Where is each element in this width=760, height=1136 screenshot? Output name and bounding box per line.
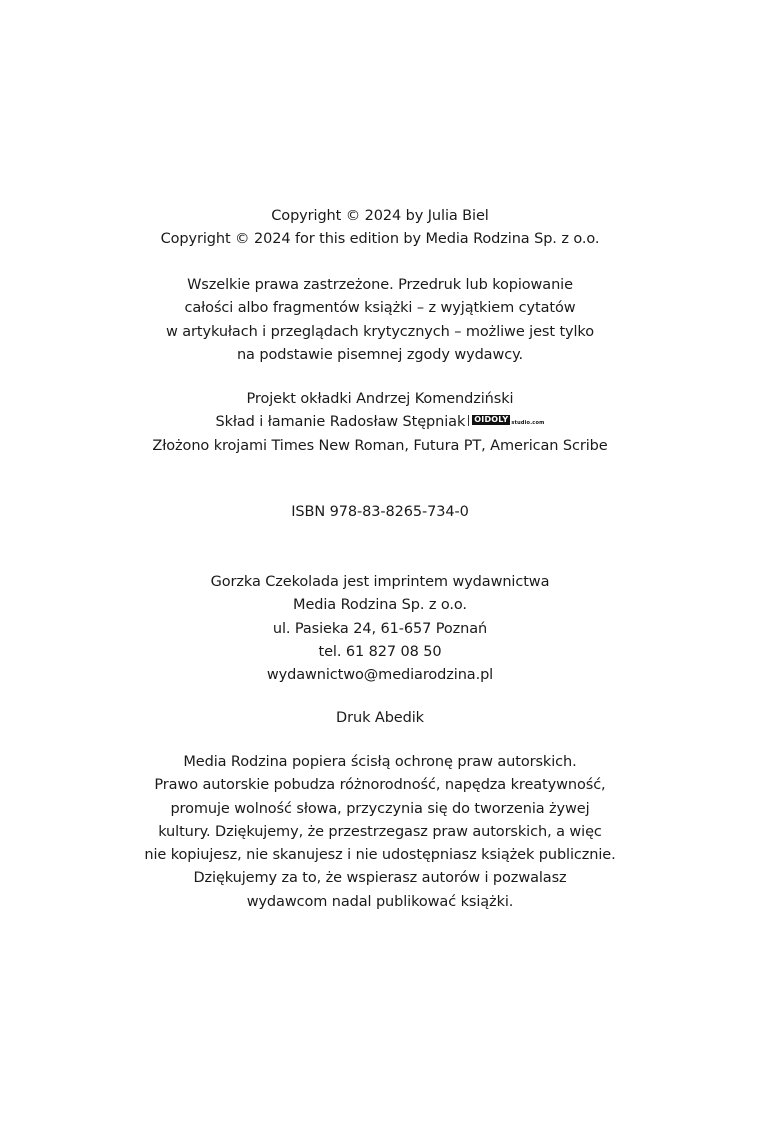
logo-divider — [468, 415, 469, 426]
studio-logo-suffix: studio.com — [511, 419, 545, 426]
publisher-block — [0, 571, 760, 687]
rights-line: w artykułach i przeglądach krytycznych – możliwe jest tylko — [165, 323, 594, 340]
rights-reserved-block — [0, 274, 760, 367]
typesetting-credit: Skład i łamanie Radosław Stępniak — [215, 414, 466, 431]
statement-line: kultury. Dziękujemy, że przestrzegasz praw autorskich, a więc — [158, 823, 602, 840]
printer-name: Druk Abedik — [336, 710, 424, 726]
rights-line: na podstawie pisemnej zgody wydawcy. — [236, 346, 524, 363]
printer-block — [0, 707, 760, 730]
publisher-name: Media Rodzina Sp. z o.o. — [293, 597, 467, 614]
rights-line: Wszelkie prawa zastrzeżone. Przedruk lub kopiowanie — [187, 277, 573, 293]
copyright-block — [0, 205, 760, 252]
studio-logo-wordmark: OIDOLY — [474, 415, 509, 425]
credits-block — [0, 388, 760, 458]
statement-line: Dziękujemy za to, że wspierasz autorów i pozwalasz — [193, 870, 567, 887]
publisher-address: ul. Pasieka 24, 61-657 Poznań — [272, 620, 488, 637]
copyright-edition-line: Copyright © 2024 for this edition by Media Rodzina Sp. z o.o. — [160, 231, 600, 248]
statement-line: nie kopiujesz, nie skanujesz i nie udostępniasz książek publicznie. — [144, 847, 616, 864]
statement-line: Media Rodzina popiera ścisłą ochronę praw autorskich. — [183, 754, 577, 770]
publisher-imprint-line: Gorzka Czekolada jest imprintem wydawnictwa — [210, 574, 550, 590]
studio-logo — [468, 415, 544, 426]
statement-line: wydawcom nadal publikować książki. — [246, 893, 514, 910]
statement-line: Prawo autorskie pobudza różnorodność, napędza kreatywność, — [154, 777, 606, 794]
copyright-author-line: Copyright © 2024 by Julia Biel — [271, 208, 489, 224]
publisher-email: wydawnictwo@mediarodzina.pl — [266, 667, 494, 684]
copyright-statement-block — [0, 751, 760, 914]
rights-line: całości albo fragmentów książki – z wyjątkiem cytatów — [184, 300, 576, 317]
publisher-phone: tel. 61 827 08 50 — [318, 643, 442, 660]
isbn-block — [0, 501, 760, 524]
fonts-credit: Złożono krojami Times New Roman, Futura PT, American Scribe — [152, 437, 608, 454]
statement-line: promuje wolność słowa, przyczynia się do tworzenia żywej — [170, 800, 590, 817]
cover-design-credit: Projekt okładki Andrzej Komendziński — [246, 391, 514, 407]
isbn-number: ISBN 978-83-8265-734-0 — [291, 504, 469, 520]
typesetting-credit-line — [0, 411, 760, 434]
